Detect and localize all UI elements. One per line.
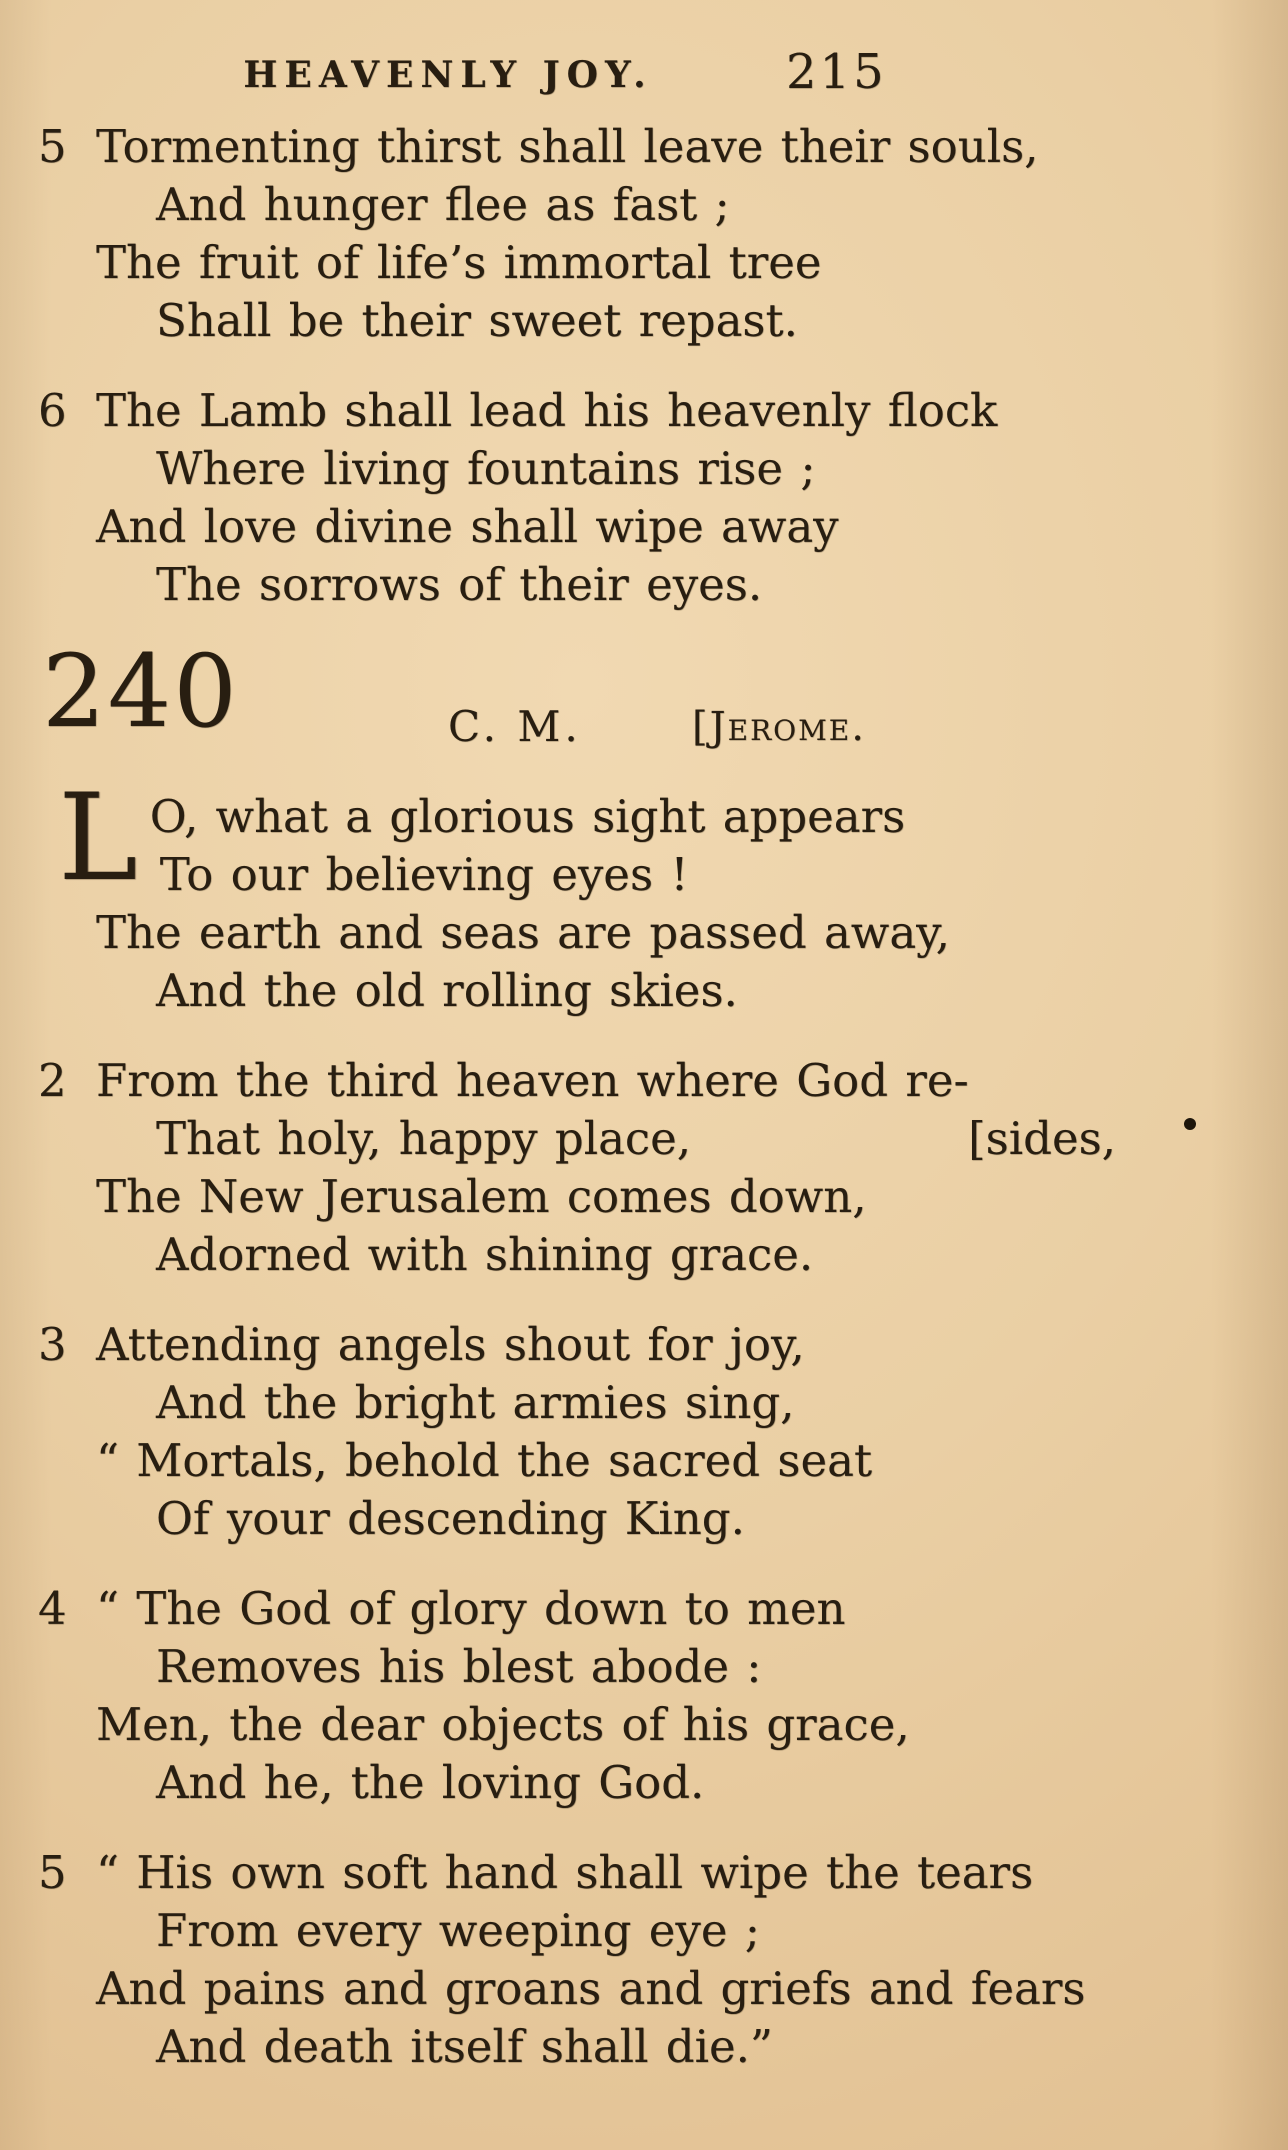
- verse-line-text: “ His own soft hand shall wipe the tears: [96, 1846, 1034, 1899]
- verse-line: [0, 1110, 1288, 1168]
- verse-line: And death itself shall die.”: [156, 2020, 773, 2073]
- verse-number: 5: [38, 1846, 67, 1899]
- verse-line: The earth and seas are passed away,: [96, 906, 950, 959]
- verse-number: 6: [38, 384, 67, 437]
- hymn-verse: [0, 1052, 1288, 1284]
- hymn-verse: [0, 118, 1288, 350]
- verse-number: 3: [38, 1318, 67, 1371]
- verse-line: From every weeping eye ;: [156, 1904, 760, 1957]
- verse-line-text: That holy, happy place,: [156, 1112, 692, 1165]
- verse-line: [0, 1844, 1288, 1902]
- scan-ink-dot: [1184, 1118, 1196, 1130]
- verse-line: Where living fountains rise ;: [156, 442, 816, 495]
- hymn-verse: [0, 382, 1288, 614]
- verse-line-text: From the third heaven where God re-: [96, 1054, 969, 1107]
- hymn-verse: [0, 769, 1288, 1020]
- verse-line: [0, 1052, 1288, 1110]
- hymn-attribution: [Jerome.: [692, 704, 866, 750]
- verse-line: And pains and groans and griefs and fears: [96, 1962, 1086, 2015]
- hymn-verse: [0, 1580, 1288, 1812]
- verse-line: [0, 1580, 1288, 1638]
- verse-line: [0, 118, 1288, 176]
- page-number: 215: [786, 44, 887, 100]
- turnover-text: [sides,: [968, 1112, 1116, 1165]
- verse-line: And the old rolling skies.: [156, 964, 738, 1017]
- hymn-verse: [0, 1316, 1288, 1548]
- verse-line: [0, 382, 1288, 440]
- verse-line: The New Jerusalem comes down,: [96, 1170, 867, 1223]
- verse-number: 5: [38, 120, 67, 173]
- verse-line-text: Tormenting thirst shall leave their souls,: [96, 120, 1039, 173]
- verse-number: 2: [38, 1054, 67, 1107]
- verse-line: “ Mortals, behold the sacred seat: [96, 1434, 873, 1487]
- hymn-verse: [0, 1844, 1288, 2076]
- verse-line: To our believing eyes !: [159, 848, 689, 901]
- verse-line: The fruit of life’s immortal tree: [96, 236, 822, 289]
- verse-line: [0, 1316, 1288, 1374]
- drop-cap: L: [58, 769, 138, 908]
- drop-cap-lines: [150, 788, 1288, 904]
- verse-line: Men, the dear objects of his grace,: [96, 1698, 910, 1751]
- verse-line: Removes his blest abode :: [156, 1640, 762, 1693]
- verse-line-text: The Lamb shall lead his heavenly flock: [96, 384, 998, 437]
- verse-opening: [0, 769, 1288, 908]
- hymn-number: 240: [42, 633, 239, 750]
- verse-line: Of your descending King.: [156, 1492, 745, 1545]
- hymn-meter: C. M.: [448, 702, 582, 751]
- verse-number: 4: [38, 1582, 67, 1635]
- verse-line: And the bright armies sing,: [156, 1376, 795, 1429]
- verse-line: Adorned with shining grace.: [156, 1228, 814, 1281]
- verse-line: And hunger flee as fast ;: [156, 178, 730, 231]
- hymn-header: [0, 633, 1288, 784]
- verse-line: And love divine shall wipe away: [96, 500, 839, 553]
- verse-line: And he, the loving God.: [156, 1756, 705, 1809]
- verse-line: O, what a glorious sight appears: [149, 790, 906, 843]
- verse-line: The sorrows of their eyes.: [156, 558, 763, 611]
- page-header: [0, 0, 1288, 118]
- verse-line-text: “ The God of glory down to men: [96, 1582, 846, 1635]
- verse-line: Shall be their sweet repast.: [156, 294, 798, 347]
- running-title: HEAVENLY JOY.: [243, 54, 653, 96]
- verse-line-text: Attending angels shout for joy,: [96, 1318, 805, 1371]
